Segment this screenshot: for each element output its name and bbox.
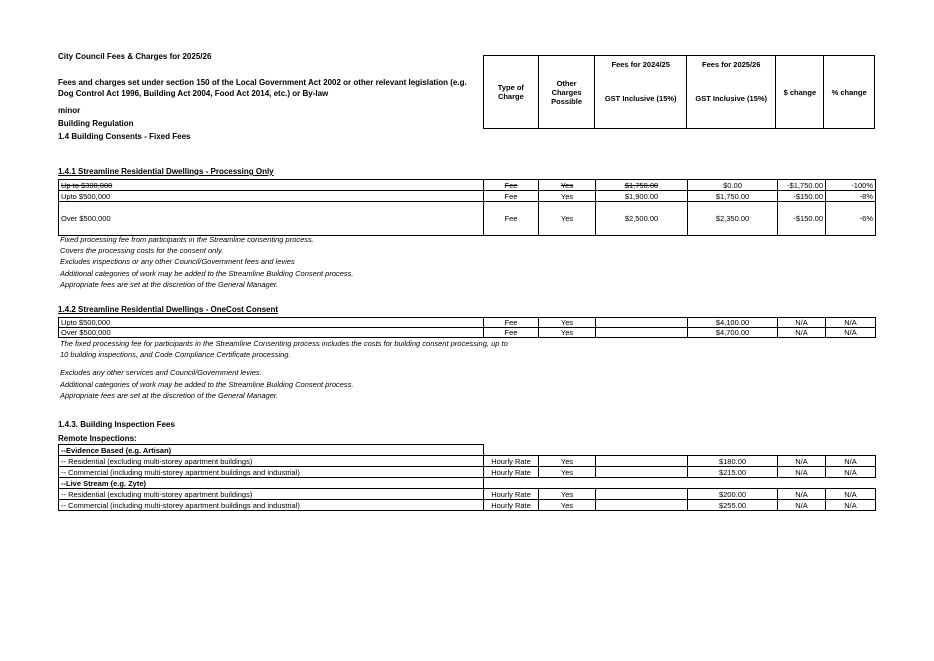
empty-cell — [539, 445, 596, 456]
document-header — [58, 52, 480, 142]
table-row — [59, 202, 876, 236]
group-header-evidence-based: --Evidence Based (e.g. Artisan) — [59, 445, 484, 456]
empty-cell — [778, 445, 826, 456]
table-row — [59, 180, 876, 191]
cell-dollar-change: N/A — [778, 328, 826, 338]
fees-table-1-4-1 — [58, 179, 876, 236]
cell-description: Over $500,000 — [59, 328, 484, 338]
cell-other-charges: Yes — [539, 500, 596, 511]
cell-fee-2024-25 — [596, 456, 688, 467]
cell-type-of-charge: Fee — [484, 180, 539, 191]
col-header-other-charges: Other Charges Possible — [539, 56, 596, 128]
empty-cell — [778, 478, 826, 489]
cell-other-charges: Yes — [539, 202, 596, 236]
section-1-4-1-heading: 1.4.1 Streamline Residential Dwellings - Processing Only — [58, 167, 274, 176]
cell-type-of-charge: Hourly Rate — [484, 489, 539, 500]
cell-type-of-charge: Fee — [484, 328, 539, 338]
cell-fee-2024-25: $1,750.00 — [596, 180, 688, 191]
cell-dollar-change: N/A — [778, 500, 826, 511]
cell-fee-2024-25 — [596, 467, 688, 478]
table-row — [59, 467, 876, 478]
cell-pct-change: -100% — [826, 180, 876, 191]
cell-pct-change: -6% — [826, 202, 876, 236]
cell-other-charges: Yes — [539, 191, 596, 202]
empty-cell — [484, 445, 539, 456]
page-title: City Council Fees & Charges for 2025/26 — [58, 52, 212, 61]
legislation-note: Fees and charges set under section 150 of the Local Government Act 2002 or other relevant legislation (e.g. Dog Control Act 1996, Building Act 2004, Food Act 2014, etc.) or By-law — [58, 78, 467, 98]
note-line: Covers the processing costs for the consent only. — [60, 246, 224, 256]
cell-fee-2025-26: $180.00 — [688, 456, 778, 467]
cell-fee-2025-26: $255.00 — [688, 500, 778, 511]
note-line: Appropriate fees are set at the discretion of the General Manager. — [60, 390, 279, 400]
section-1-4-3 — [58, 414, 875, 511]
fees-column-header — [483, 55, 875, 129]
cell-pct-change: N/A — [826, 456, 876, 467]
cell-fee-2025-26: $4,100.00 — [688, 318, 778, 328]
cell-dollar-change: -$1,750.00 — [778, 180, 826, 191]
cell-pct-change: N/A — [826, 467, 876, 478]
cell-dollar-change: N/A — [778, 467, 826, 478]
note-line: Additional categories of work may be added to the Streamline Building Consent process. — [60, 268, 354, 278]
empty-cell — [539, 478, 596, 489]
fees-2025-26-label: Fees for 2025/26 — [702, 60, 761, 69]
group-header-row — [59, 478, 876, 489]
table-row — [59, 191, 876, 202]
cell-dollar-change: -$150.00 — [778, 191, 826, 202]
gst-inclusive-label: GST Inclusive (15%) — [695, 94, 768, 103]
note-paragraph: The fixed processing fee for participants in the Streamline Consenting process includes the costs for building consent processing, up to 10 building inspections, and Code Compliance Certificate processing. — [60, 339, 508, 360]
section-1-4-2-heading: 1.4.2 Streamline Residential Dwellings - OneCost Consent — [58, 305, 279, 314]
remote-inspections-label: Remote Inspections: — [58, 434, 137, 443]
cell-fee-2025-26: $1,750.00 — [688, 191, 778, 202]
cell-other-charges: Yes — [539, 328, 596, 338]
cell-description: Upto $500,000 — [59, 318, 484, 328]
group-header-live-stream: --Live Stream (e.g. Zyte) — [59, 478, 484, 489]
empty-cell — [688, 445, 778, 456]
cell-fee-2025-26: $0.00 — [688, 180, 778, 191]
note-line: Fixed processing fee from participants in the Streamline consenting process. — [60, 235, 314, 244]
cell-fee-2024-25: $2,500.00 — [596, 202, 688, 236]
cell-type-of-charge: Hourly Rate — [484, 467, 539, 478]
section-1-4-1-notes — [60, 234, 540, 290]
gst-inclusive-label: GST Inclusive (15%) — [604, 94, 677, 103]
group-header-row — [59, 445, 876, 456]
cell-fee-2025-26: $200.00 — [688, 489, 778, 500]
section-1-4-2-notes — [60, 338, 540, 401]
col-header-pct-change: % change — [831, 87, 867, 97]
section-1-4-3-heading: 1.4.3. Building Inspection Fees — [58, 420, 175, 429]
category-label: Building Regulation — [58, 119, 134, 128]
section-1-4-1 — [58, 161, 875, 236]
cell-dollar-change: N/A — [778, 489, 826, 500]
cell-type-of-charge: Fee — [484, 202, 539, 236]
cell-description: Up to $300,000 — [59, 180, 484, 191]
cell-other-charges: Yes — [539, 489, 596, 500]
cell-type-of-charge: Hourly Rate — [484, 500, 539, 511]
cell-fee-2025-26: $215.00 — [688, 467, 778, 478]
note-line: Excludes inspections or any other Council/Government fees and levies — [60, 257, 295, 267]
note-line: Additional categories of work may be added to the Streamline Building Consent process. — [60, 379, 354, 389]
cell-type-of-charge: Fee — [484, 191, 539, 202]
empty-cell — [826, 445, 876, 456]
col-header-fees-2024-25 — [595, 56, 687, 128]
table-row — [59, 456, 876, 467]
cell-type-of-charge: Hourly Rate — [484, 456, 539, 467]
empty-cell — [484, 478, 539, 489]
col-header-dollar-change: $ change — [776, 56, 824, 128]
cell-fee-2025-26: $2,350.00 — [688, 202, 778, 236]
cell-dollar-change: N/A — [778, 318, 826, 328]
fees-table-1-4-3 — [58, 444, 876, 511]
cell-description: -- Residential (excluding multi-storey apartment buildings) — [59, 456, 484, 467]
cell-description: -- Commercial (including multi-storey apartment buildings and industrial) — [59, 467, 484, 478]
table-row — [59, 328, 876, 338]
cell-fee-2024-25 — [596, 328, 688, 338]
cell-description: Over $500,000 — [59, 202, 484, 236]
note-line: Appropriate fees are set at the discretion of the General Manager. — [60, 279, 279, 289]
cell-pct-change: N/A — [826, 500, 876, 511]
empty-cell — [596, 478, 688, 489]
cell-pct-change: N/A — [826, 318, 876, 328]
cell-fee-2025-26: $4,700.00 — [688, 328, 778, 338]
fees-2024-25-label: Fees for 2024/25 — [611, 60, 670, 69]
table-row — [59, 318, 876, 328]
cell-description: Upto $500,000 — [59, 191, 484, 202]
cell-pct-change: -8% — [826, 191, 876, 202]
col-header-fees-2025-26 — [687, 56, 777, 128]
note-line: Excludes any other services and Council/Government levies. — [60, 368, 262, 378]
empty-cell — [826, 478, 876, 489]
cell-other-charges: Yes — [539, 180, 596, 191]
cell-description: -- Commercial (including multi-storey apartment buildings and industrial) — [59, 500, 484, 511]
cell-dollar-change: N/A — [778, 456, 826, 467]
cell-fee-2024-25 — [596, 318, 688, 328]
cell-fee-2024-25 — [596, 500, 688, 511]
cell-other-charges: Yes — [539, 467, 596, 478]
cell-other-charges: Yes — [539, 456, 596, 467]
cell-pct-change: N/A — [826, 328, 876, 338]
col-header-type-of-charge: Type of Charge — [484, 56, 539, 128]
section-1-4-2 — [58, 299, 875, 338]
empty-cell — [596, 445, 688, 456]
cell-fee-2024-25: $1,900.00 — [596, 191, 688, 202]
cell-pct-change: N/A — [826, 489, 876, 500]
section-label: 1.4 Building Consents - Fixed Fees — [58, 132, 191, 141]
cell-type-of-charge: Fee — [484, 318, 539, 328]
empty-cell — [688, 478, 778, 489]
cell-description: -- Residential (excluding multi-storey apartment buildings) — [59, 489, 484, 500]
minor-label: minor — [58, 106, 81, 115]
cell-other-charges: Yes — [539, 318, 596, 328]
cell-dollar-change: -$150.00 — [778, 202, 826, 236]
table-row — [59, 489, 876, 500]
fees-table-1-4-2 — [58, 317, 876, 338]
cell-fee-2024-25 — [596, 489, 688, 500]
table-row — [59, 500, 876, 511]
